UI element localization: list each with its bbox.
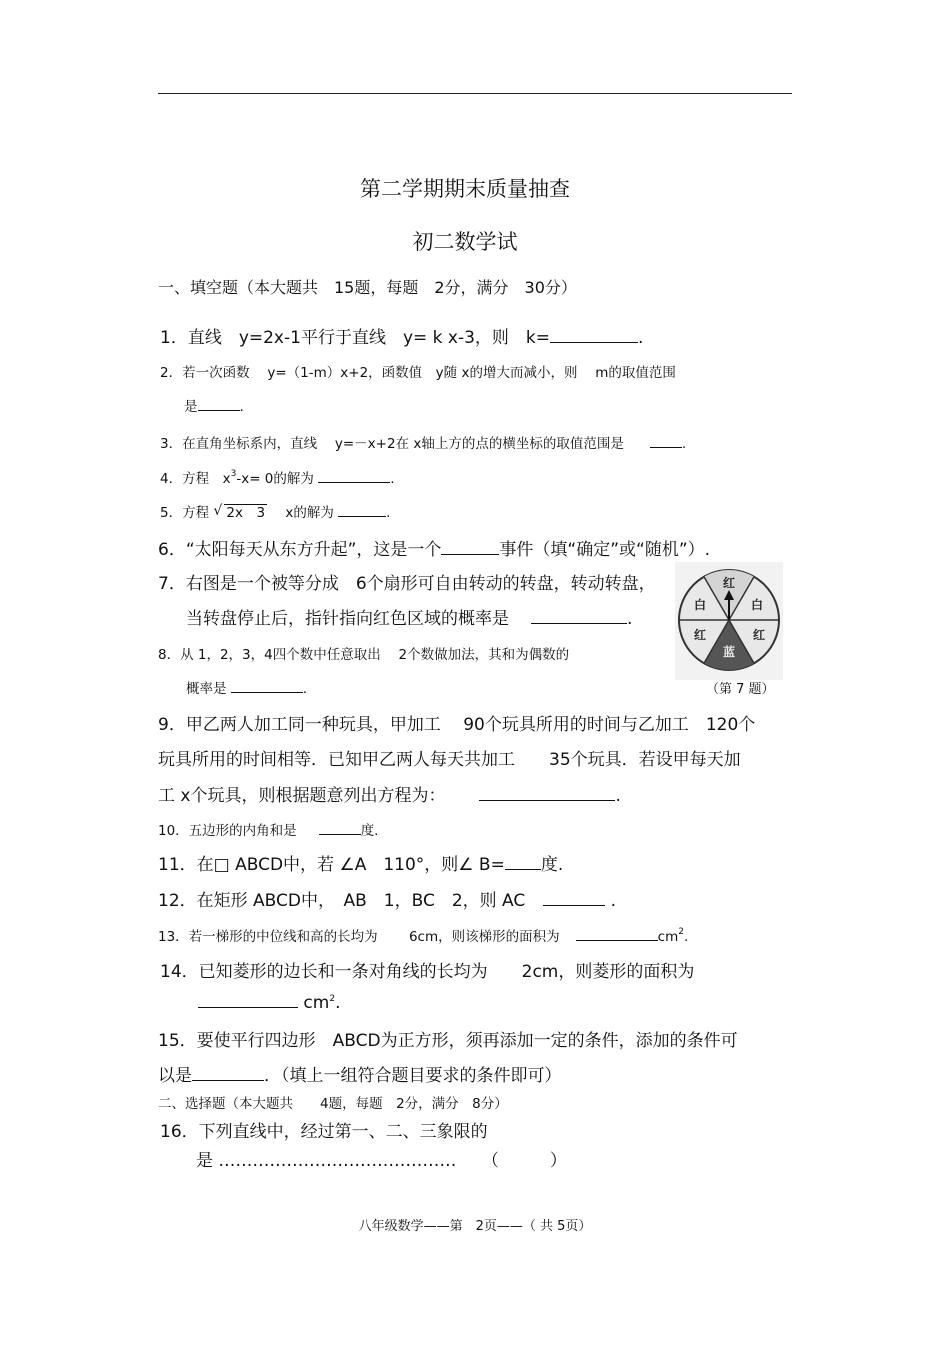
answer-blank[interactable]	[543, 890, 605, 906]
answer-blank[interactable]	[231, 677, 303, 693]
answer-blank[interactable]	[198, 395, 240, 411]
question-6	[158, 535, 710, 560]
question-9-line-1: 9．甲乙两人加工同一种玩具，甲加工 90个玩具所用的时间与乙加工 120个	[158, 715, 756, 735]
question-10-text-2: 度.	[360, 823, 379, 839]
question-2-line-2: 是 .	[184, 395, 244, 415]
page-subtitle: 初二数学试	[412, 230, 518, 254]
question-4-text-2: -x= 0的解为	[236, 471, 314, 487]
sector-label: 红	[752, 628, 766, 642]
sector-label: 白	[750, 598, 764, 612]
question-1: 1．直线 y=2x-1平行于直线 y= k x-3，则 k= .	[160, 328, 644, 348]
unit-text: cm	[657, 929, 679, 945]
answer-blank[interactable]	[441, 539, 499, 555]
answer-blank[interactable]	[319, 819, 361, 835]
question-15-line-1: 15．要使平行四边形 ABCD为正方形，须再添加一定的条件，添加的条件可	[158, 1031, 738, 1051]
question-11-text-2: 度.	[540, 855, 564, 875]
question-6-text: 6．“太阳每天从东方升起”，这是一个	[158, 540, 442, 560]
question-11-text: 11．在□ ABCD中，若 ∠A 110°，则∠ B=	[158, 855, 505, 875]
page-title: 第二学期期末质量抽查	[360, 177, 570, 201]
question-12: 12．在矩形 ABCD中， AB 1，BC 2，则 AC .	[158, 891, 617, 911]
question-9-line-2: 玩具所用的时间相等．已知甲乙两人每天共加工 35个玩具．若设甲每天加	[158, 750, 741, 770]
question-7-text: 当转盘停止后，指针指向红色区域的概率是	[186, 609, 509, 629]
exponent: 2	[329, 994, 336, 1004]
sector-label: 白	[693, 598, 707, 612]
question-10	[158, 819, 378, 839]
question-16-line-2: 是 …………………………………… （ ）	[196, 1151, 567, 1171]
question-8-line-2: 概率是 .	[186, 677, 307, 697]
question-5-text-2: x的解为	[285, 505, 334, 521]
answer-blank[interactable]	[650, 432, 682, 448]
unit-text: cm	[303, 993, 330, 1013]
radicand: 2x 3	[226, 505, 266, 521]
question-2-line-1: 2．若一次函数 y=（1-m）x+2，函数值 y随 x的增大而减小，则 m的取值范围	[160, 365, 676, 381]
sector-label: 红	[722, 576, 736, 590]
question-5: 5．方程 √ 2x 3 x的解为 .	[160, 503, 391, 521]
figure-caption: （第 7 题）	[706, 682, 775, 697]
question-10-text: 10．五边形的内角和是	[158, 823, 297, 839]
question-15-line-2	[158, 1061, 562, 1086]
answer-blank[interactable]	[338, 501, 386, 517]
question-4-text: 4．方程 x	[160, 471, 231, 487]
question-7-line-2: 当转盘停止后，指针指向红色区域的概率是 .	[186, 609, 633, 629]
question-3: 3．在直角坐标系内，直线 y=－x+2在 x轴上方的点的横坐标的取值范围是 .	[160, 432, 686, 452]
header-rule	[158, 93, 792, 94]
question-4: 4．方程 $x^3-x= 0$的解为 .	[160, 469, 395, 487]
answer-blank[interactable]	[192, 1065, 264, 1081]
question-6-text-2: 事件（填“确定”或“随机”）.	[499, 540, 711, 560]
answer-blank[interactable]	[550, 327, 638, 343]
question-16-line-1: 16．下列直线中，经过第一、二、三象限的	[160, 1122, 488, 1142]
square-root: √ 2x 3	[213, 503, 266, 521]
question-1-text: 1．直线 y=2x-1平行于直线 y= k x-3，则 k=	[160, 328, 551, 348]
question-13: 13．若一梯形的中位线和高的长均为 6cm，则该梯形的面积为 $cm^2$.	[158, 927, 689, 945]
question-14-line-2: $cm^2$.	[198, 992, 340, 1013]
answer-blank[interactable]	[479, 785, 615, 801]
question-5-text: 5．方程	[160, 505, 210, 521]
sector-label: 蓝	[722, 645, 736, 659]
section-1-heading: 一、填空题（本大题共 15题，每题 2分，满分 30分）	[158, 278, 577, 297]
question-14-line-1: 14．已知菱形的边长和一条对角线的长均为 2cm，则菱形的面积为	[160, 962, 695, 982]
question-9-line-3: 工 x个玩具，则根据题意列出方程为： .	[158, 786, 621, 806]
question-15-text-2: ．（填上一组符合题目要求的条件即可）	[264, 1066, 562, 1086]
question-11	[158, 850, 563, 875]
page-footer: 八年级数学——第 2页——（ 共 5页）	[358, 1219, 592, 1234]
question-15-text: 以是	[158, 1066, 192, 1086]
section-2-heading: 二、选择题（本大题共 4题，每题 2分，满分 8分）	[158, 1096, 508, 1112]
answer-blank[interactable]	[505, 854, 541, 870]
spinner-figure	[675, 562, 783, 680]
question-7-line-1: 7．右图是一个被等分成 6个扇形可自由转动的转盘，转动转盘，	[158, 574, 656, 594]
answer-blank[interactable]	[531, 608, 627, 624]
question-3-text: 3．在直角坐标系内，直线 y=－x+2在 x轴上方的点的横坐标的取值范围是	[160, 436, 624, 452]
exponent: 2	[678, 927, 684, 937]
question-13-text: 13．若一梯形的中位线和高的长均为 6cm，则该梯形的面积为	[158, 929, 560, 945]
answer-blank[interactable]	[198, 992, 298, 1008]
exponent: 3	[230, 469, 237, 479]
question-12-text: 12．在矩形 ABCD中， AB 1，BC 2，则 AC	[158, 891, 526, 911]
question-8-line-1: 8．从 1，2，3，4四个数中任意取出 2个数做加法，其和为偶数的	[158, 647, 570, 663]
sector-label: 红	[693, 628, 707, 642]
answer-blank[interactable]	[318, 467, 390, 483]
question-8-text: 概率是	[186, 681, 227, 697]
answer-blank[interactable]	[576, 925, 658, 941]
question-9-text: 工 x个玩具，则根据题意列出方程为：	[158, 786, 446, 806]
question-2-text: 是	[184, 399, 198, 415]
